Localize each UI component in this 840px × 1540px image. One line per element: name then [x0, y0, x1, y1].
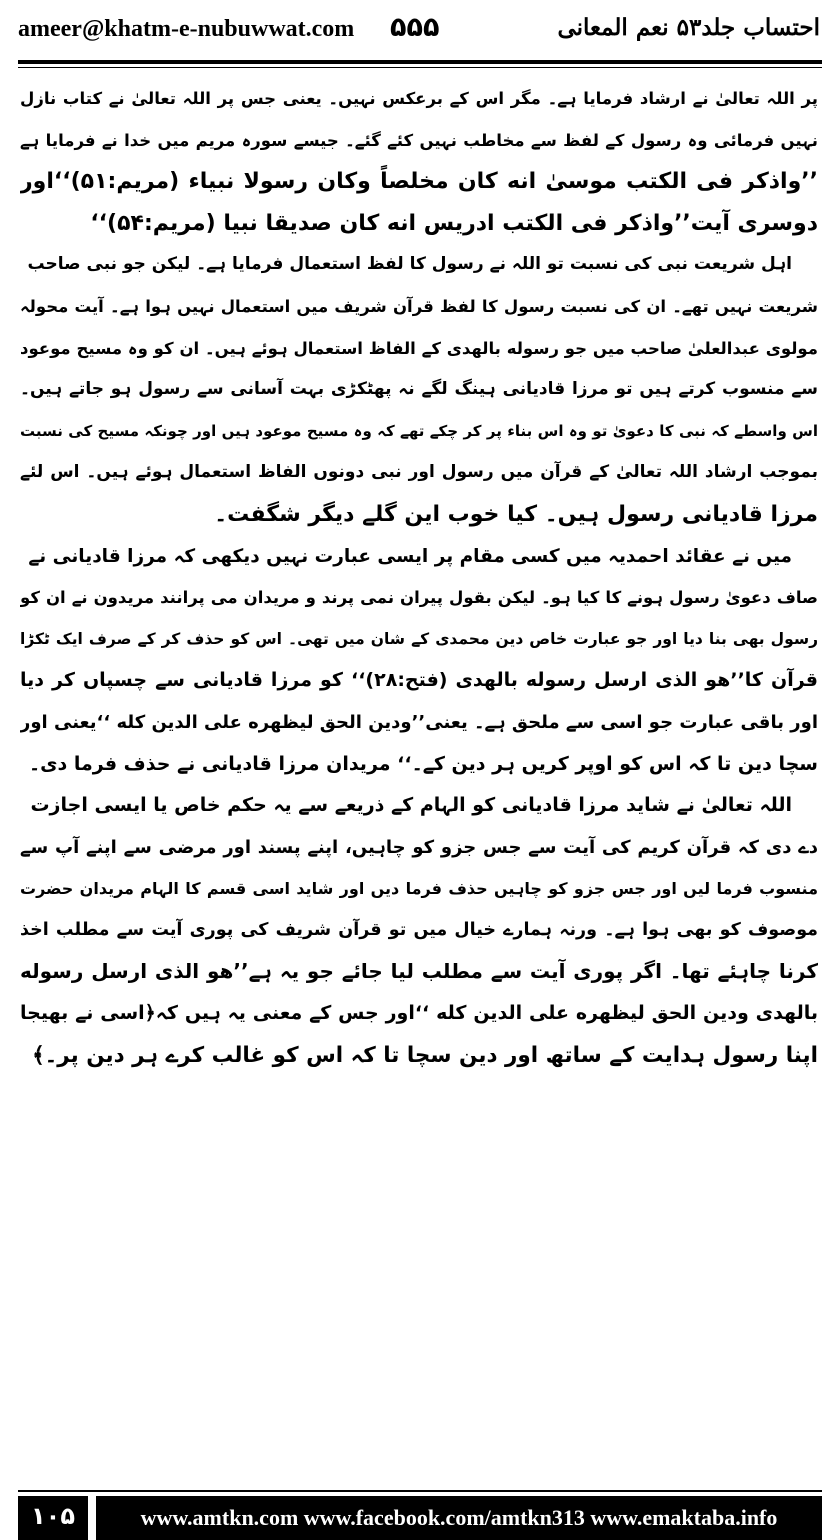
header-email: ameer@khatm-e-nubuwwat.com: [18, 16, 355, 42]
text-line: مرزا قادیانی رسول ہیں۔ کیا خوب این گلے دیگر شگفت۔: [214, 501, 818, 527]
text-line: سے منسوب کرتے ہیں تو مرزا قادیانی ہینگ لگے نہ پھٹکڑی بہت آسانی سے رسول ہو جاتے ہیں۔: [20, 379, 818, 400]
text-line: اللہ تعالیٰ نے شاید مرزا قادیانی کو الہام کے ذریعے سے یہ حکم خاص یا ایسی اجازت: [30, 794, 792, 817]
text-line: بالهدی ودین الحق لیظهره علی الدین کله ‘‘اور جس کے معنی یہ ہیں کہ﴿اسی نے بھیجا: [20, 1002, 818, 1025]
text-line: اہل شریعت نبی کی نسبت تو اللہ نے رسول کا لفظ استعمال فرمایا ہے۔ لیکن جو نبی صاحب: [27, 254, 792, 275]
text-line: اور باقی عبارت جو اسی سے ملحق ہے۔ یعنی’’ودین الحق لیظهره علی الدین کله ‘‘یعنی اور: [20, 711, 818, 733]
text-line: بموجب ارشاد اللہ تعالیٰ کے قرآن میں رسول اور نبی دونوں الفاظ استعمال ہوئے ہیں۔ اس لئے: [20, 462, 818, 483]
text-line: کرنا چاہئے تھا۔ اگر پوری آیت سے مطلب لیا جائے جو یہ ہے’’ھو الذی ارسل رسوله: [20, 959, 818, 984]
header-rule-thick: [18, 60, 822, 64]
text-line: منسوب فرما لیں اور جس جزو کو چاہیں حذف فرما دیں اور شاید اسی قسم کا الہام مریدان حضرت: [20, 879, 818, 899]
footer-website-links: www.amtkn.com www.facebook.com/amtkn313 www.emaktaba.info: [96, 1496, 822, 1540]
header-volume-number: ۵۵۵: [390, 12, 440, 43]
page-number: ۱۰۵: [18, 1496, 88, 1540]
text-line: دے دی کہ قرآن کریم کی آیت سے جس جزو کو چاہیں، اپنے پسند اور مرضی سے اپنے آپ سے: [20, 836, 818, 858]
text-line: نہیں فرمائی وہ رسول کے لفظ سے مخاطب نہیں کئے گئے۔ جیسے سورہ مریم میں خدا نے فرمایا ہے: [20, 130, 818, 150]
text-line: اپنا رسول ہدایت کے ساتھ اور دین سچا تا کہ اس کو غالب کرے ہر دین پر۔﴾: [32, 1042, 818, 1068]
text-line: سچا دین تا کہ اس کو اوپر کریں ہر دین کے۔‘‘ مریدان مرزا قادیانی نے حذف فرما دی۔: [28, 752, 818, 775]
text-line: موصوف کو بھی ہوا ہے۔ ورنہ ہمارے خیال میں تو قرآن شریف کی پوری آیت سے مطلب اخذ: [20, 919, 818, 940]
text-line: رسول بھی بنا دیا اور جو عبارت خاص دین محمدی کے شان میں تھی۔ اس کو حذف کر کے صرف ایک ٹکڑا: [20, 629, 818, 648]
text-line: میں نے عقائد احمدیہ میں کسی مقام پر ایسی عبارت نہیں دیکھی کہ مرزا قادیانی نے: [28, 545, 792, 567]
header-title: احتساب جلد۵۳ نعم المعانی: [557, 14, 820, 41]
text-line: قرآن کا’’ھو الذی ارسل رسوله بالهدی (فتح:۲۸)‘‘ کو مرزا قادیانی سے چسپاں کر دیا: [20, 669, 818, 692]
text-line: دوسری آیت’’واذکر فی الکتب ادریس انه کان صدیقا نبیا (مریم:۵۴)‘‘: [90, 210, 818, 236]
page-header: [18, 8, 822, 56]
text-line: پر اللہ تعالیٰ نے ارشاد فرمایا ہے۔ مگر اس کے برعکس نہیں۔ یعنی جس پر اللہ تعالیٰ نے کتاب نازل: [20, 89, 818, 108]
text-line: شریعت نہیں تھے۔ ان کی نسبت رسول کا لفظ قرآن شریف میں استعمال نہیں ہوا ہے۔ آیت محولہ: [20, 296, 818, 316]
text-line: ’’واذکر فی الکتب موسیٰ انه کان مخلصاً وکان رسولا نبیاء (مریم:۵۱)‘‘اور: [20, 169, 818, 195]
text-line: صاف دعویٰ رسول ہونے کا کیا ہو۔ لیکن بقول پیران نمی پرند و مریدان می پرانند مریدون نے ان کو: [20, 588, 818, 608]
body-text: [20, 78, 818, 1076]
header-rule-thin: [18, 67, 822, 68]
footer-rule: [18, 1490, 822, 1492]
text-line: مولوی عبدالعلیٰ صاحب میں جو رسوله بالهدی کے الفاظ استعمال ہوئے ہیں۔ ان کو وہ مسیح موعود: [20, 338, 818, 358]
text-line: اس واسطے کہ نبی کا دعویٰ تو وہ اس بناء پر کر چکے تھے کہ وہ مسیح موعود ہیں اور چونکہ مسیح کی نسبت: [20, 421, 818, 440]
